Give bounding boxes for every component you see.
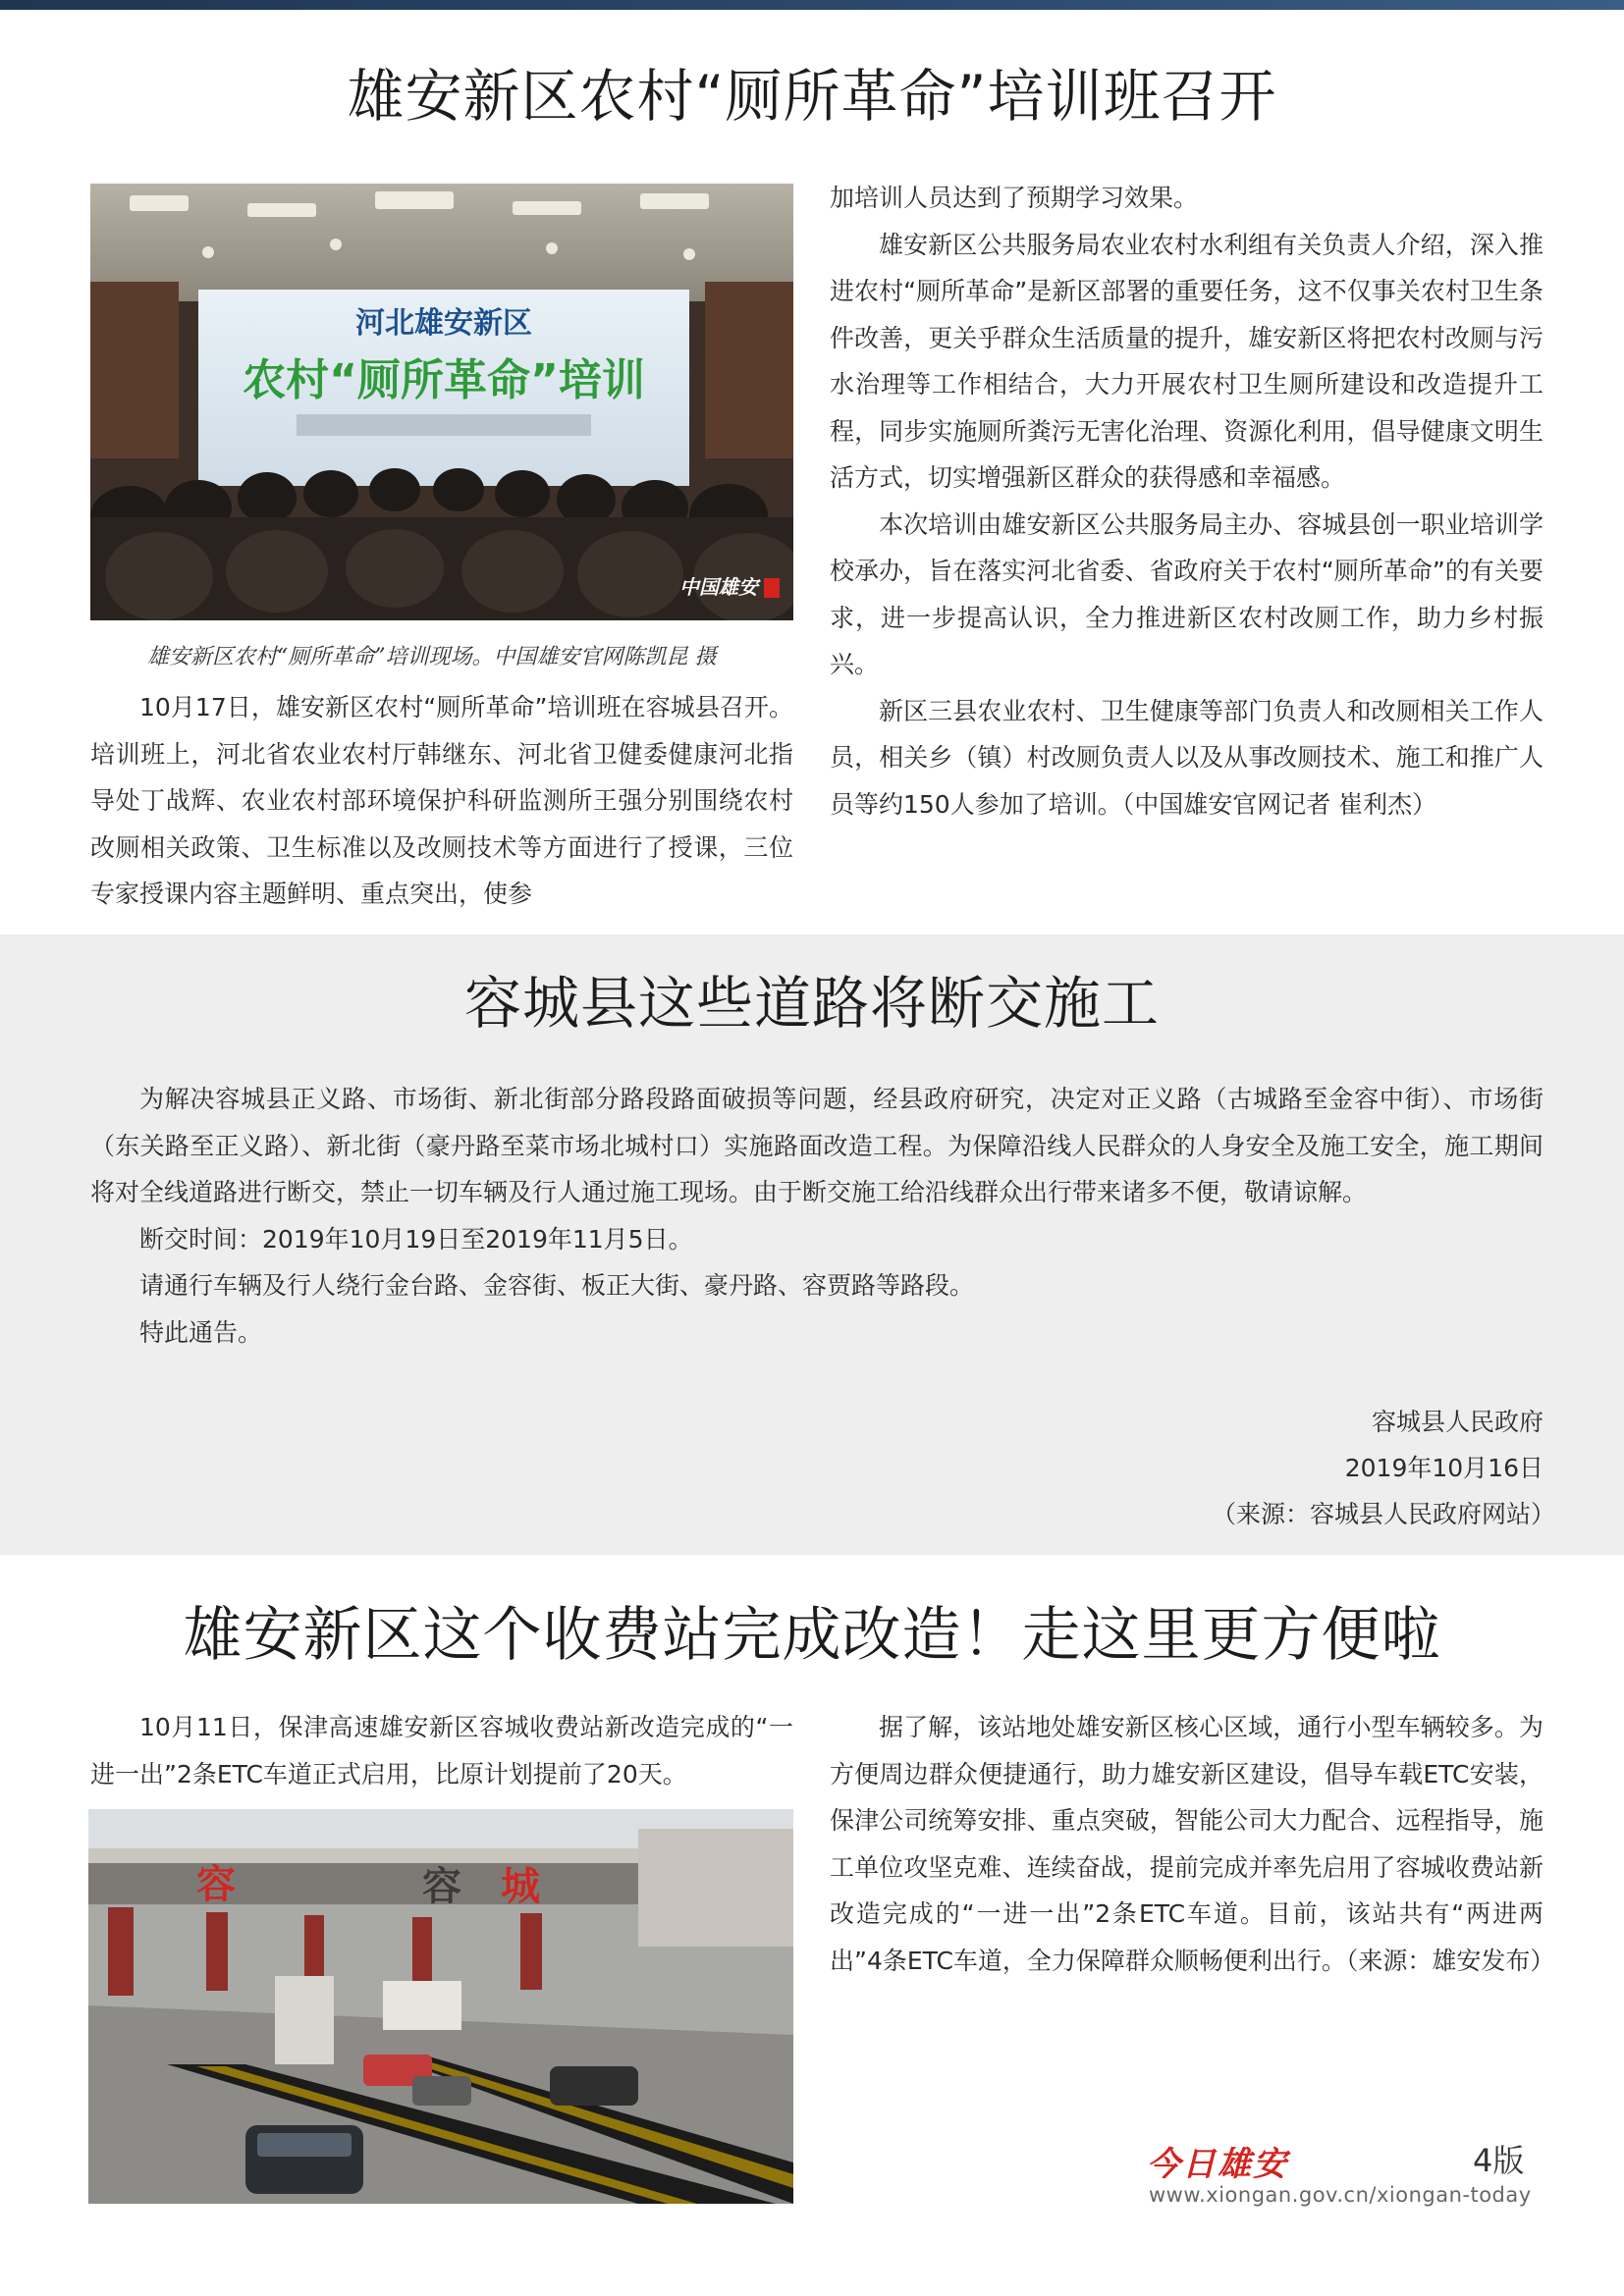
article1-title: 雄安新区农村“厕所革命”培训班召开 [347, 63, 1277, 130]
article2-signature-block [1211, 1399, 1555, 1537]
article1-right-paragraph: 本次培训由雄安新区公共服务局主办、容城县创一职业培训学校承办，旨在落实河北省委、省政府关于农村“厕所革命”的有关要求，进一步提高认识，全力推进新区农村改厕工作，助力乡村振兴。 [830, 509, 1543, 678]
newspaper-logo: 今日雄安 [1147, 2145, 1288, 2184]
article1-right-paragraph: 雄安新区公共服务局农业农村水利组有关负责人介绍，深入推进农村“厕所革命”是新区部署的重要任务，这不仅事关农村卫生条件改善，更关乎群众生活质量的提升，雄安新区将把农村改厕与污水治理等工作相结合，大力开展农村卫生厕所建设和改造提升工程，同步实施厕所粪污无害化治理、资源化利用，倡导健康文明生活方式，切实增强新区群众的获得感和幸福感。 [830, 230, 1543, 492]
article3-left-column [90, 1704, 793, 1797]
article1-right-paragraph: 新区三县农业农村、卫生健康等部门负责人和改厕相关工作人员，相关乡（镇）村改厕负责人以及从事改厕技术、施工和推广人员等约150人参加了培训。（中国雄安官网记者 崔利杰） [830, 696, 1543, 819]
article2-title: 容城县这些道路将断交施工 [463, 970, 1160, 1037]
article2-paragraph: 断交时间：2019年10月19日至2019年11月5日。 [139, 1224, 693, 1254]
article2-body [90, 1076, 1543, 1356]
photo-watermark: 中国雄安 [679, 575, 758, 599]
article2-source: （来源：容城县人民政府网站） [1211, 1500, 1555, 1528]
banner-line2: 农村“厕所革命”培训 [243, 355, 645, 405]
article1-right-paragraph: 加培训人员达到了预期学习效果。 [830, 184, 1199, 212]
article1-left-paragraph: 10月17日，雄安新区农村“厕所革命”培训班在容城县召开。培训班上，河北省农业农村厅韩继东、河北省卫健委健康河北指导处丁战辉、农业农村部环境保护科研监测所王强分别围绕农村改厕相关政策、卫生标准以及改厕技术等方面进行了授课，三位专家授课内容主题鲜明、重点突出，使参 [90, 693, 793, 908]
article1-left-column [90, 684, 793, 918]
article3-left-paragraph: 10月11日，保津高速雄安新区容城收费站新改造完成的“一进一出”2条ETC车道正式启用，比原计划提前了20天。 [90, 1713, 793, 1789]
issue-date: 2019年10月16日 [1344, 1454, 1543, 1482]
toll-sign-char: 容 [422, 1864, 461, 1909]
top-accent-bar [0, 0, 1624, 10]
training-photo [90, 184, 793, 620]
article3-right-column [830, 1704, 1555, 1984]
article2-paragraph: 请通行车辆及行人绕行金台路、金容街、板正大街、豪丹路、容贾路等路段。 [139, 1271, 975, 1300]
issuer-name: 容城县人民政府 [1371, 1408, 1543, 1436]
article2-paragraph: 特此通告。 [139, 1317, 263, 1347]
article3-title: 雄安新区这个收费站完成改造！走这里更方便啦 [183, 1601, 1441, 1670]
photo-caption: 雄安新区农村“厕所革命”培训现场。中国雄安官网陈凯昆 摄 [147, 645, 717, 669]
toll-sign-char: 容 [196, 1862, 236, 1907]
banner-line1: 河北雄安新区 [355, 306, 532, 341]
toll-sign-char: 城 [501, 1864, 540, 1909]
article3-right-paragraph: 据了解，该站地处雄安新区核心区域，通行小型车辆较多。为方便周边群众便捷通行，助力雄安新区建设，倡导车载ETC安装，保津公司统筹安排、重点突破，智能公司大力配合、远程指导，施工单位攻坚克难、连续奋战，提前完成并率先启用了容城收费站新改造完成的“一进一出”2条ETC车道。目前，该站共有“两进两出”4条ETC车道，全力保障群众顺畅便利出行。（来源：雄安发布） [830, 1713, 1555, 1975]
toll-station-photo [88, 1809, 793, 2204]
footer-url-link[interactable]: www.xiongan.gov.cn/xiongan-today [1149, 2183, 1532, 2207]
article1-right-column [830, 175, 1543, 828]
page-number: 4版 [1473, 2142, 1525, 2179]
article2-paragraph: 为解决容城县正义路、市场街、新北街部分路段路面破损等问题，经县政府研究，决定对正义路（古城路至金容中街）、市场街（东关路至正义路）、新北街（豪丹路至菜市场北城村口）实施路面改造工程。为保障沿线人民群众的人身安全及施工安全，施工期间将对全线道路进行断交，禁止一切车辆及行人通过施工现场。由于断交施工给沿线群众出行带来诸多不便，敬请谅解。 [90, 1085, 1543, 1206]
